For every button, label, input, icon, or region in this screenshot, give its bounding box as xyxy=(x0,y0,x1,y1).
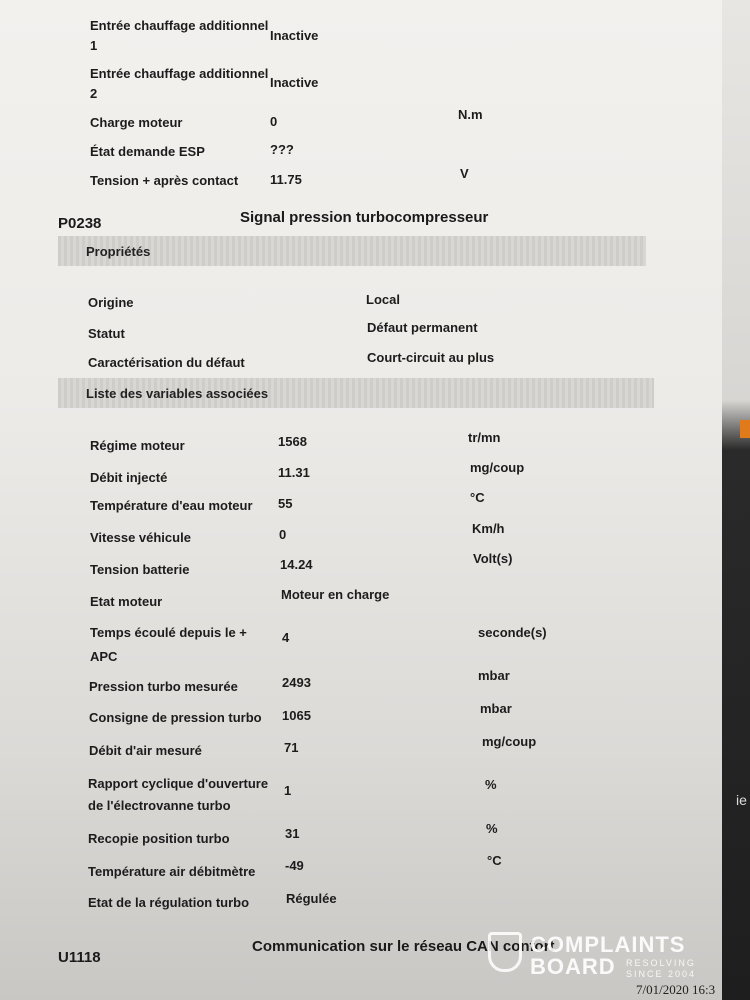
label-heater-input-1-suffix: 1 xyxy=(90,38,98,53)
var-value-turbo-pressure-setpoint: 1065 xyxy=(282,708,311,723)
var-unit-airflow-meter-temp: °C xyxy=(487,853,502,868)
next-fault-code: U1118 xyxy=(58,949,101,966)
var-unit-measured-air-flow: mg/coup xyxy=(482,734,537,749)
var-value-time-since-apc: 4 xyxy=(282,630,290,645)
var-unit-engine-speed: tr/mn xyxy=(468,430,501,445)
value-heater-input-1: Inactive xyxy=(270,28,319,43)
var-value-engine-speed: 1568 xyxy=(278,434,307,449)
var-unit-coolant-temp: °C xyxy=(470,490,485,505)
var-label-time-since-apc-line2: APC xyxy=(90,649,118,664)
var-label-measured-air-flow: Débit d'air mesuré xyxy=(89,743,202,758)
var-unit-turbo-position: % xyxy=(486,821,498,836)
strip-text: ie xyxy=(736,792,747,808)
property-label-status: Statut xyxy=(88,326,125,341)
var-label-turbo-pressure-setpoint: Consigne de pression turbo xyxy=(89,710,262,725)
properties-header-label: Propriétés xyxy=(86,244,151,259)
var-unit-injected-flow: mg/coup xyxy=(470,460,525,475)
shield-icon xyxy=(488,932,522,972)
var-label-measured-turbo-pressure: Pression turbo mesurée xyxy=(89,679,238,694)
var-label-battery-voltage: Tension batterie xyxy=(90,562,190,577)
var-unit-duty-cycle: % xyxy=(485,777,497,792)
var-unit-measured-turbo-pressure: mbar xyxy=(478,668,510,683)
var-value-airflow-meter-temp: -49 xyxy=(285,858,304,873)
var-value-measured-turbo-pressure: 2493 xyxy=(282,675,311,690)
watermark-tagline: RESOLVING SINCE 2004 xyxy=(626,958,697,979)
value-heater-input-2: Inactive xyxy=(270,75,319,90)
background-strip xyxy=(722,0,750,1000)
var-label-injected-flow: Débit injecté xyxy=(90,470,168,485)
properties-section-header xyxy=(58,236,646,266)
property-value-origin: Local xyxy=(366,292,400,307)
label-heater-input-1: Entrée chauffage additionnel xyxy=(90,18,269,33)
next-fault-title: Communication sur le réseau CAN confort xyxy=(252,938,555,955)
unit-engine-load: N.m xyxy=(458,107,483,122)
var-value-measured-air-flow: 71 xyxy=(284,740,299,755)
var-unit-battery-voltage: Volt(s) xyxy=(473,551,513,566)
var-unit-vehicle-speed: Km/h xyxy=(472,521,505,536)
label-voltage-after-contact: Tension + après contact xyxy=(90,173,239,188)
var-unit-turbo-pressure-setpoint: mbar xyxy=(480,701,512,716)
var-label-turbo-regulation-state: Etat de la régulation turbo xyxy=(88,895,250,910)
value-voltage-after-contact: 11.75 xyxy=(270,172,302,187)
var-value-injected-flow: 11.31 xyxy=(278,465,310,480)
var-value-duty-cycle: 1 xyxy=(284,783,292,798)
fault-code: P0238 xyxy=(58,215,102,232)
label-engine-load: Charge moteur xyxy=(90,115,183,130)
var-unit-time-since-apc: seconde(s) xyxy=(478,625,547,640)
var-label-vehicle-speed: Vitesse véhicule xyxy=(90,530,191,545)
variables-section-header xyxy=(58,378,654,408)
watermark-name: COMPLAINTS BOARD xyxy=(530,932,686,979)
var-label-airflow-meter-temp: Température air débitmètre xyxy=(88,864,256,879)
value-engine-load: 0 xyxy=(270,114,278,129)
label-esp-request: État demande ESP xyxy=(90,144,205,159)
var-value-vehicle-speed: 0 xyxy=(279,527,287,542)
orange-tab xyxy=(740,420,750,438)
var-label-duty-cycle: Rapport cyclique d'ouverture xyxy=(88,776,269,791)
variables-header-label: Liste des variables associées xyxy=(86,386,269,401)
label-heater-input-2: Entrée chauffage additionnel xyxy=(90,66,269,81)
property-label-origin: Origine xyxy=(88,295,134,310)
var-label-turbo-position: Recopie position turbo xyxy=(88,831,230,846)
var-label-coolant-temp: Température d'eau moteur xyxy=(90,498,253,513)
var-label-time-since-apc: Temps écoulé depuis le + xyxy=(90,625,247,640)
photo-datestamp: 7/01/2020 16:3 xyxy=(636,982,716,997)
property-value-status: Défaut permanent xyxy=(367,320,478,335)
property-value-characterization: Court-circuit au plus xyxy=(367,350,495,365)
var-value-battery-voltage: 14.24 xyxy=(280,557,313,572)
var-value-engine-state: Moteur en charge xyxy=(281,587,390,602)
label-heater-input-2-suffix: 2 xyxy=(90,86,98,101)
var-value-coolant-temp: 55 xyxy=(278,496,293,511)
var-value-turbo-regulation-state: Régulée xyxy=(286,891,337,906)
value-esp-request: ??? xyxy=(270,142,294,157)
var-label-engine-speed: Régime moteur xyxy=(90,438,185,453)
unit-voltage-after-contact: V xyxy=(460,166,469,181)
fault-title: Signal pression turbocompresseur xyxy=(240,209,489,226)
var-value-turbo-position: 31 xyxy=(285,826,300,841)
var-label-engine-state: Etat moteur xyxy=(90,594,163,609)
var-label-duty-cycle-line2: de l'électrovanne turbo xyxy=(88,798,231,813)
property-label-characterization: Caractérisation du défaut xyxy=(88,355,245,370)
